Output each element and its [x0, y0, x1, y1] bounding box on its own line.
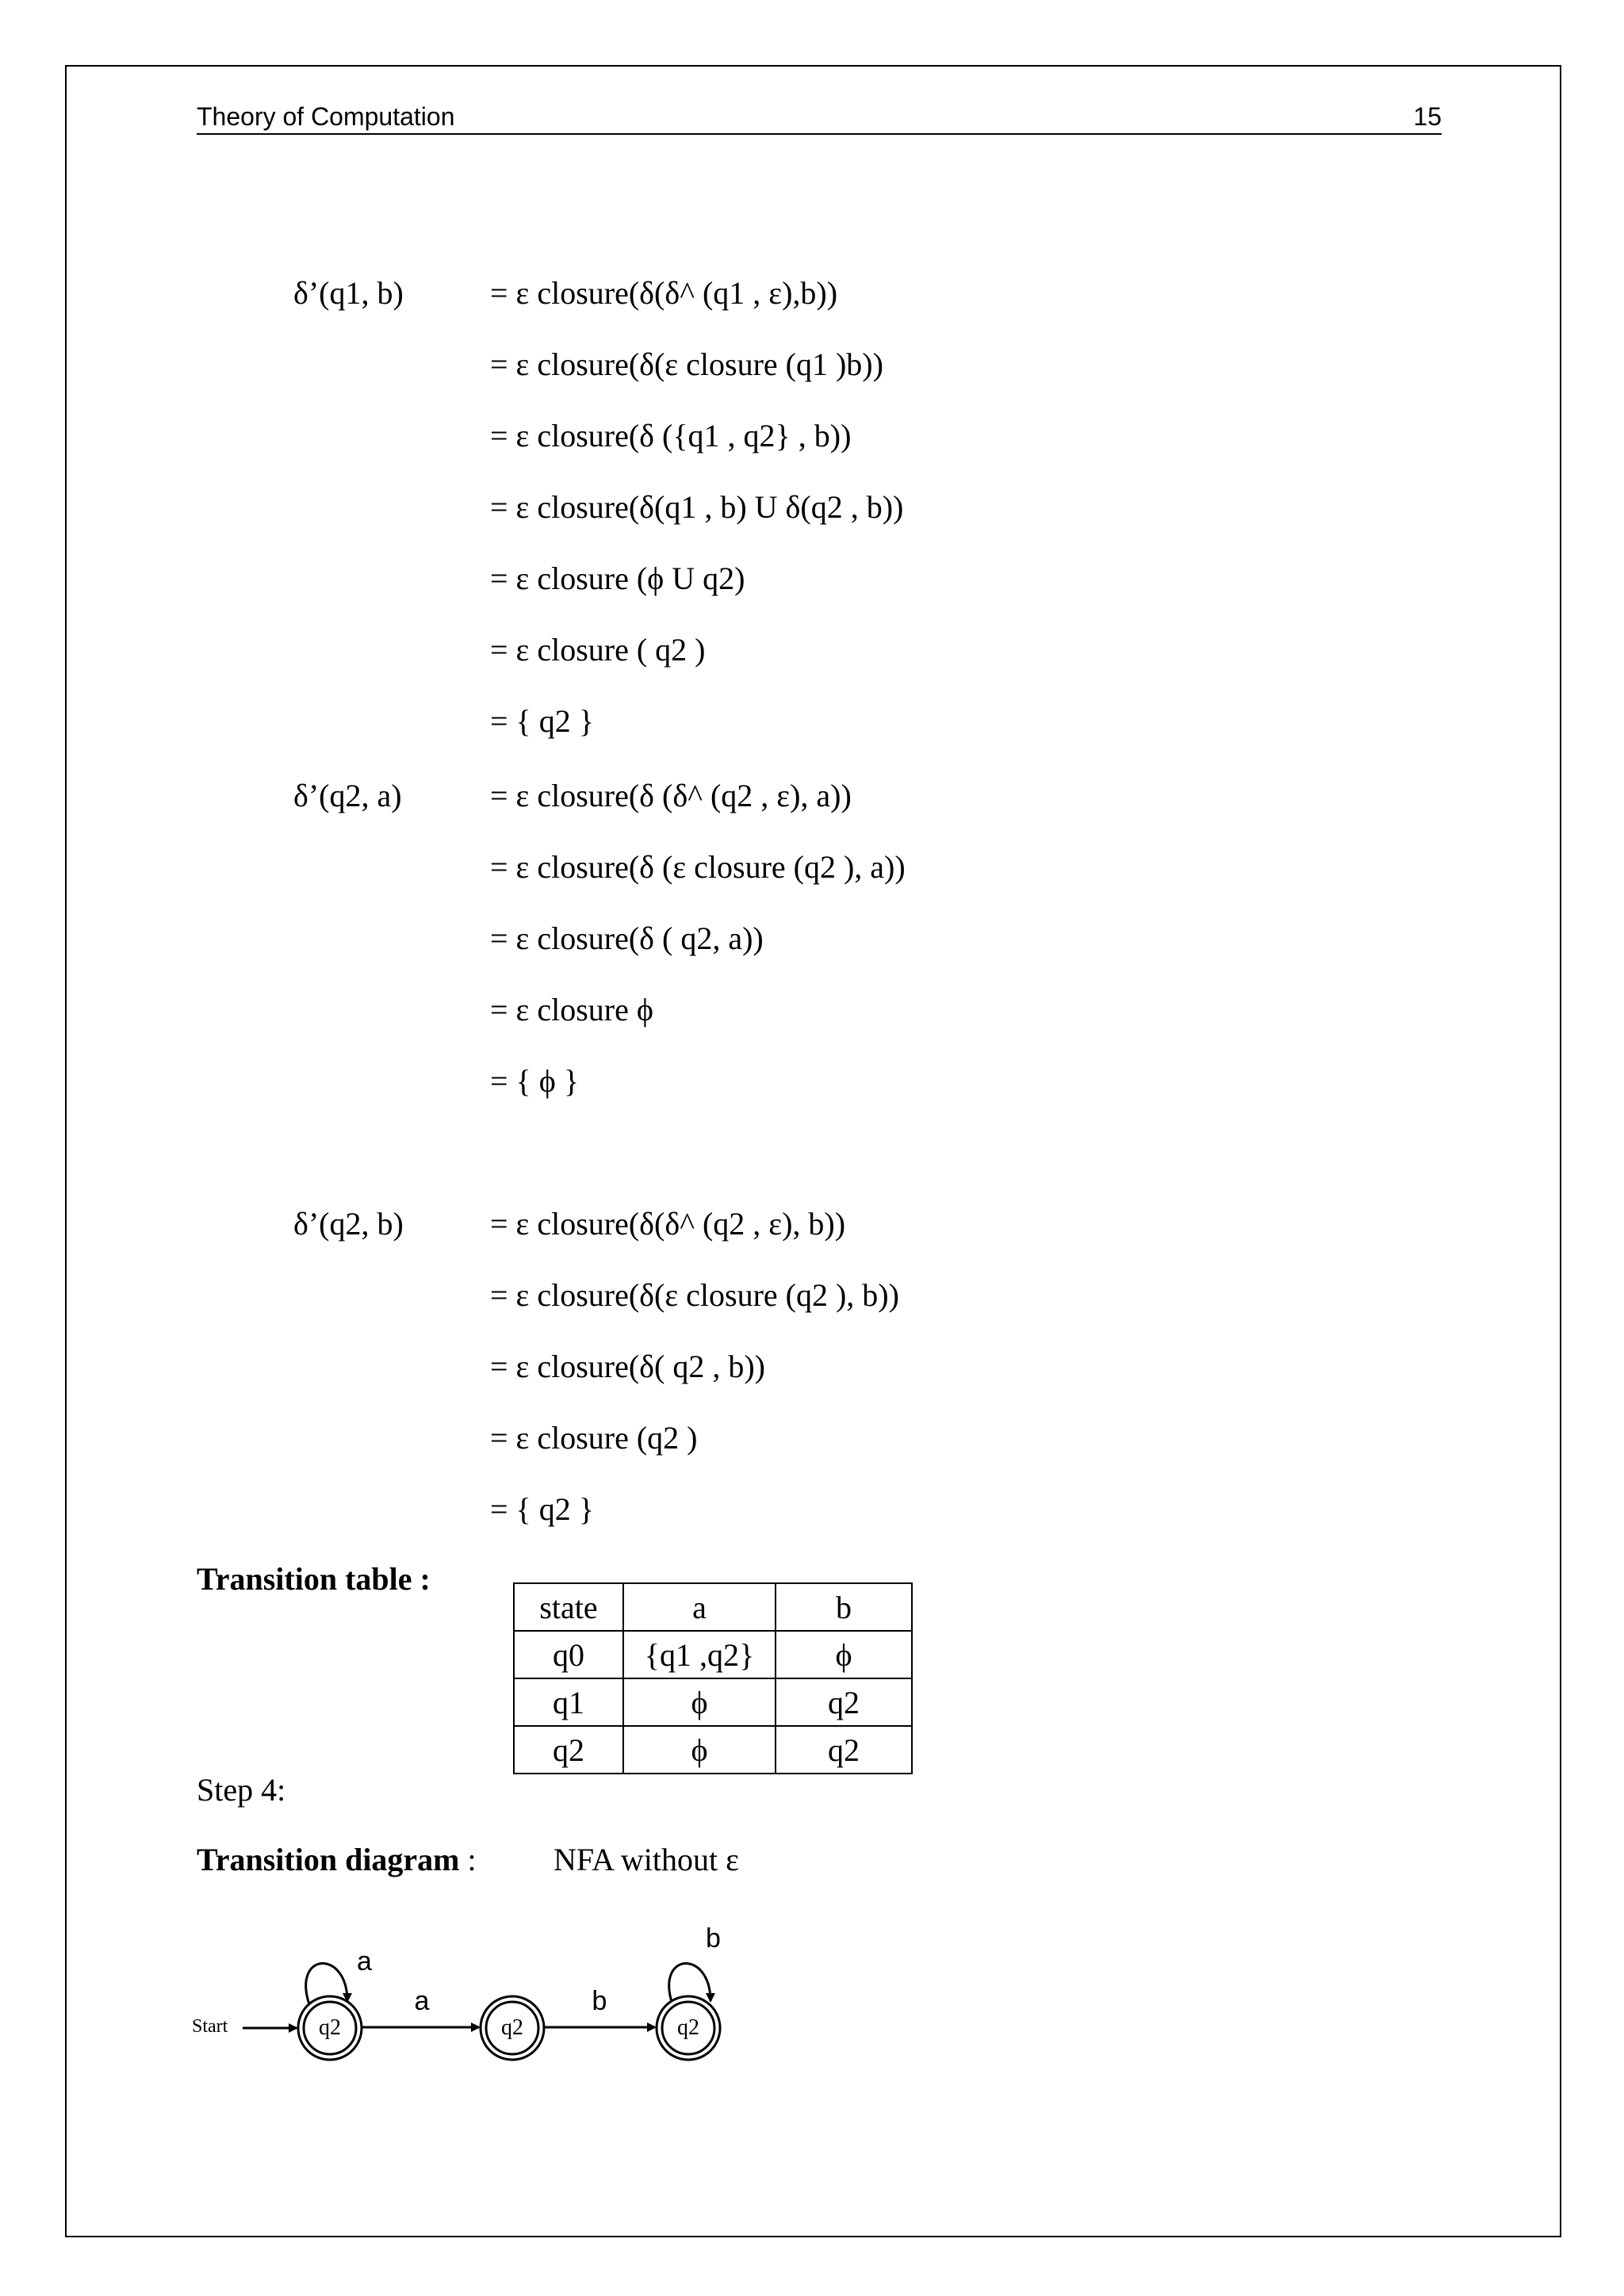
table-cell: q0 — [514, 1631, 623, 1678]
derivation-line: = ε closure(δ (ε closure (q2 ), a)) — [490, 849, 906, 885]
transition-table — [513, 1582, 913, 1774]
start-label: Start — [192, 2016, 228, 2037]
table-cell: {q1 ,q2} — [623, 1631, 776, 1678]
derivation-line: = ε closure(δ( q2 , b)) — [490, 1349, 765, 1384]
derivation-line: = ε closure(δ(δ^ (q1 , ε),b)) — [490, 275, 838, 311]
derivation-line: = ε closure(δ (δ^ (q2 , ε), a)) — [490, 778, 852, 813]
table-row — [514, 1631, 912, 1678]
page-header — [197, 98, 1442, 135]
table-cell: ϕ — [776, 1631, 912, 1678]
table-row — [514, 1726, 912, 1774]
transition-diagram-label: Transition diagram — [197, 1842, 460, 1877]
header-title: Theory of Computation — [197, 102, 455, 131]
derivation-lhs: δ’(q1, b) — [293, 275, 404, 311]
derivation-line: = ε closure (q2 ) — [490, 1420, 698, 1456]
derivation-line: = ε closure(δ(δ^ (q2 , ε), b)) — [490, 1206, 846, 1242]
table-row — [514, 1678, 912, 1726]
derivation-line: = { q2 } — [490, 703, 594, 739]
table-cell: q2 — [776, 1726, 912, 1774]
page-number: 15 — [1413, 102, 1442, 131]
step-label: Step 4: — [197, 1772, 286, 1808]
table-header-cell: a — [623, 1583, 776, 1631]
transition-label: b — [592, 1986, 607, 2016]
state-label: q2 — [501, 2015, 523, 2040]
table-cell: q2 — [514, 1726, 623, 1774]
state-label: q2 — [319, 2015, 341, 2040]
derivation-lhs: δ’(q2, a) — [293, 778, 402, 813]
derivation-line: = { q2 } — [490, 1491, 594, 1527]
nfa-diagram — [174, 1911, 777, 2117]
derivation-lhs: δ’(q2, b) — [293, 1206, 404, 1242]
table-cell: q2 — [776, 1678, 912, 1726]
derivation-line: = ε closure (ϕ U q2) — [490, 561, 745, 596]
table-cell: ϕ — [623, 1726, 776, 1774]
transition-diagram-separator: : — [459, 1842, 477, 1877]
derivation-line: = ε closure(δ(q1 , b) U δ(q2 , b)) — [490, 489, 904, 525]
table-cell: q1 — [514, 1678, 623, 1726]
derivation-line: = ε closure(δ ({q1 , q2} , b)) — [490, 418, 852, 453]
table-header-row — [514, 1583, 912, 1631]
state-label: q2 — [677, 2015, 699, 2040]
derivation-line: = ε closure(δ(ε closure (q1 )b)) — [490, 346, 883, 382]
derivation-line: = ε closure(δ ( q2, a)) — [490, 920, 764, 956]
derivation-line: = ε closure ( q2 ) — [490, 632, 706, 668]
self-loop-label: a — [357, 1946, 372, 1976]
transition-label: a — [414, 1986, 430, 2016]
table-header-cell: state — [514, 1583, 623, 1631]
transition-table-label: Transition table : — [197, 1561, 431, 1597]
table-cell: ϕ — [623, 1678, 776, 1726]
transition-diagram-subtitle: NFA without ε — [553, 1842, 739, 1877]
table-header-cell: b — [776, 1583, 912, 1631]
transition-diagram-heading — [197, 1841, 477, 1878]
derivation-line: = { ϕ } — [490, 1063, 580, 1099]
self-loop-label: b — [706, 1923, 721, 1954]
derivation-line: = ε closure ϕ — [490, 992, 653, 1027]
derivation-line: = ε closure(δ(ε closure (q2 ), b)) — [490, 1277, 899, 1313]
